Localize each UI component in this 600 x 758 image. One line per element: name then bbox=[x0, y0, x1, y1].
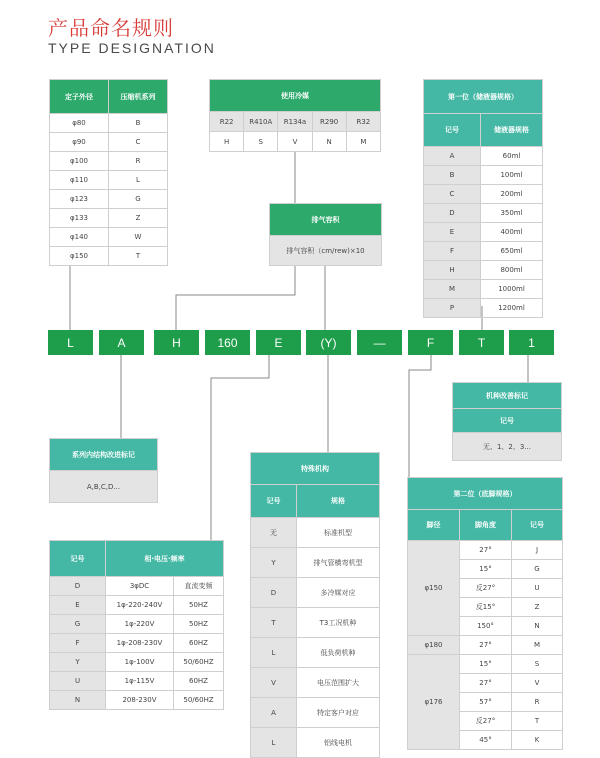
page-title-en: TYPE DESIGNATION bbox=[48, 40, 216, 56]
header-cell: 记号 bbox=[251, 485, 297, 518]
cell: 反27° bbox=[460, 712, 512, 731]
header-cell: 使用冷媒 bbox=[210, 80, 381, 112]
refrigerant-table bbox=[209, 79, 381, 152]
cell: 60HZ bbox=[174, 672, 224, 691]
cell: 60ml bbox=[481, 147, 543, 166]
cell: P bbox=[424, 299, 481, 318]
cell: 27° bbox=[460, 674, 512, 693]
cell: H bbox=[210, 132, 244, 152]
cell: T bbox=[109, 247, 168, 266]
cell: R bbox=[512, 693, 563, 712]
cell: D bbox=[251, 578, 297, 608]
cell: M bbox=[346, 132, 380, 152]
cell: S bbox=[244, 132, 278, 152]
cell: 57° bbox=[460, 693, 512, 712]
header-cell: 规格 bbox=[297, 485, 380, 518]
cell: T bbox=[512, 712, 563, 731]
cell: A,B,C,D... bbox=[50, 471, 158, 503]
cell: 标准机型 bbox=[297, 518, 380, 548]
cell: 15° bbox=[460, 655, 512, 674]
header-cell: 储液器规格 bbox=[481, 114, 543, 147]
cell: 无、1、2、3... bbox=[453, 433, 562, 461]
cell: N bbox=[312, 132, 346, 152]
stator-series-table bbox=[49, 79, 168, 266]
cell: 1φ-115V bbox=[106, 672, 174, 691]
cell: 反15° bbox=[460, 598, 512, 617]
cell: V bbox=[512, 674, 563, 693]
cell: F bbox=[424, 242, 481, 261]
cell: Y bbox=[251, 548, 297, 578]
code-box-4: 160 bbox=[205, 330, 250, 355]
cell: E bbox=[424, 223, 481, 242]
cell: 1φ-220-240V bbox=[106, 596, 174, 615]
cell: T3工况机种 bbox=[297, 608, 380, 638]
cell: R290 bbox=[312, 112, 346, 132]
cell: L bbox=[251, 638, 297, 668]
code-box-1: L bbox=[48, 330, 93, 355]
code-box-3: H bbox=[154, 330, 199, 355]
cell: 50HZ bbox=[174, 596, 224, 615]
cell: B bbox=[109, 114, 168, 133]
improvement-mark-table bbox=[452, 382, 562, 461]
cell: φ100 bbox=[50, 152, 109, 171]
cell: Z bbox=[512, 598, 563, 617]
header-cell: 系列内结构改进标记 bbox=[50, 439, 158, 471]
cell: U bbox=[512, 579, 563, 598]
page-title-cn: 产品命名规则 bbox=[48, 16, 174, 40]
header-cell: 机种改善标记 bbox=[453, 383, 562, 409]
cell: G bbox=[50, 615, 106, 634]
cell: 45° bbox=[460, 731, 512, 750]
cell: R32 bbox=[346, 112, 380, 132]
header-cell: 记号 bbox=[50, 541, 106, 577]
header-cell: 脚径 bbox=[408, 510, 460, 541]
cell: 800ml bbox=[481, 261, 543, 280]
header-cell: 排气容积 bbox=[270, 204, 382, 236]
structure-mark-table bbox=[49, 438, 158, 503]
special-mechanism-table bbox=[250, 452, 380, 758]
cell: T bbox=[251, 608, 297, 638]
cell: K bbox=[512, 731, 563, 750]
cell: Z bbox=[109, 209, 168, 228]
foot-spec-table bbox=[407, 477, 563, 750]
cell: 50/60HZ bbox=[174, 691, 224, 710]
cell: R410A bbox=[244, 112, 278, 132]
cell: 27° bbox=[460, 541, 512, 560]
cell: M bbox=[512, 636, 563, 655]
cell: φ90 bbox=[50, 133, 109, 152]
cell: 反27° bbox=[460, 579, 512, 598]
cell: U bbox=[50, 672, 106, 691]
cell: φ150 bbox=[408, 541, 460, 636]
header-cell: 记号 bbox=[512, 510, 563, 541]
cell: Y bbox=[50, 653, 106, 672]
cell: W bbox=[109, 228, 168, 247]
cell: M bbox=[424, 280, 481, 299]
cell: C bbox=[109, 133, 168, 152]
phase-voltage-frequency-table bbox=[49, 540, 224, 710]
cell: φ176 bbox=[408, 655, 460, 750]
cell: 50HZ bbox=[174, 615, 224, 634]
cell: 208-230V bbox=[106, 691, 174, 710]
cell: 1200ml bbox=[481, 299, 543, 318]
cell: φ180 bbox=[408, 636, 460, 655]
header-cell: 记号 bbox=[453, 409, 562, 433]
code-box-5: E bbox=[256, 330, 301, 355]
cell: φ123 bbox=[50, 190, 109, 209]
cell: V bbox=[278, 132, 312, 152]
code-box-2: A bbox=[99, 330, 144, 355]
header-cell: 第一位（储液器规格） bbox=[424, 80, 543, 114]
code-box-6: (Y) bbox=[306, 330, 351, 355]
cell: A bbox=[424, 147, 481, 166]
cell: φ80 bbox=[50, 114, 109, 133]
cell: D bbox=[50, 577, 106, 596]
cell: 650ml bbox=[481, 242, 543, 261]
cell: F bbox=[50, 634, 106, 653]
cell: 无 bbox=[251, 518, 297, 548]
cell: 400ml bbox=[481, 223, 543, 242]
code-box-8: F bbox=[408, 330, 453, 355]
cell: φ140 bbox=[50, 228, 109, 247]
cell: 1φ-208-230V bbox=[106, 634, 174, 653]
cell: 100ml bbox=[481, 166, 543, 185]
cell: φ133 bbox=[50, 209, 109, 228]
cell: G bbox=[109, 190, 168, 209]
cell: R22 bbox=[210, 112, 244, 132]
cell: 电压范围扩大 bbox=[297, 668, 380, 698]
header-cell: 相·电压·频率 bbox=[106, 541, 224, 577]
cell: φ110 bbox=[50, 171, 109, 190]
cell: φ150 bbox=[50, 247, 109, 266]
code-box-9: T bbox=[459, 330, 504, 355]
cell: 200ml bbox=[481, 185, 543, 204]
cell: E bbox=[50, 596, 106, 615]
cell: 60HZ bbox=[174, 634, 224, 653]
cell: L bbox=[251, 728, 297, 758]
cell: 排气管横弯机型 bbox=[297, 548, 380, 578]
cell: B bbox=[424, 166, 481, 185]
cell: 350ml bbox=[481, 204, 543, 223]
header-cell: 定子外径 bbox=[50, 80, 109, 114]
cell: 1000ml bbox=[481, 280, 543, 299]
cell: G bbox=[512, 560, 563, 579]
cell: 50/60HZ bbox=[174, 653, 224, 672]
cell: R134a bbox=[278, 112, 312, 132]
cell: 27° bbox=[460, 636, 512, 655]
header-cell: 记号 bbox=[424, 114, 481, 147]
cell: D bbox=[424, 204, 481, 223]
cell: H bbox=[424, 261, 481, 280]
accumulator-table bbox=[423, 79, 543, 318]
cell: 特定客户对应 bbox=[297, 698, 380, 728]
cell: S bbox=[512, 655, 563, 674]
cell: L bbox=[109, 171, 168, 190]
cell: 直流变频 bbox=[174, 577, 224, 596]
cell: 排气容积（cm/rew)×10 bbox=[270, 236, 382, 266]
cell: C bbox=[424, 185, 481, 204]
cell: 3φDC bbox=[106, 577, 174, 596]
header-cell: 第二位（底脚规格） bbox=[408, 478, 563, 510]
header-cell: 脚角度 bbox=[460, 510, 512, 541]
cell: 铝线电机 bbox=[297, 728, 380, 758]
code-box-10: 1 bbox=[509, 330, 554, 355]
code-box-7: — bbox=[357, 330, 402, 355]
cell: V bbox=[251, 668, 297, 698]
cell: 低负荷机种 bbox=[297, 638, 380, 668]
cell: A bbox=[251, 698, 297, 728]
cell: N bbox=[512, 617, 563, 636]
cell: 15° bbox=[460, 560, 512, 579]
displacement-table bbox=[269, 203, 382, 266]
cell: 150° bbox=[460, 617, 512, 636]
cell: 1φ-100V bbox=[106, 653, 174, 672]
cell: J bbox=[512, 541, 563, 560]
cell: 1φ-220V bbox=[106, 615, 174, 634]
header-cell: 压缩机系列 bbox=[109, 80, 168, 114]
cell: 多冷媒对应 bbox=[297, 578, 380, 608]
cell: R bbox=[109, 152, 168, 171]
header-cell: 特殊机构 bbox=[251, 453, 380, 485]
cell: N bbox=[50, 691, 106, 710]
